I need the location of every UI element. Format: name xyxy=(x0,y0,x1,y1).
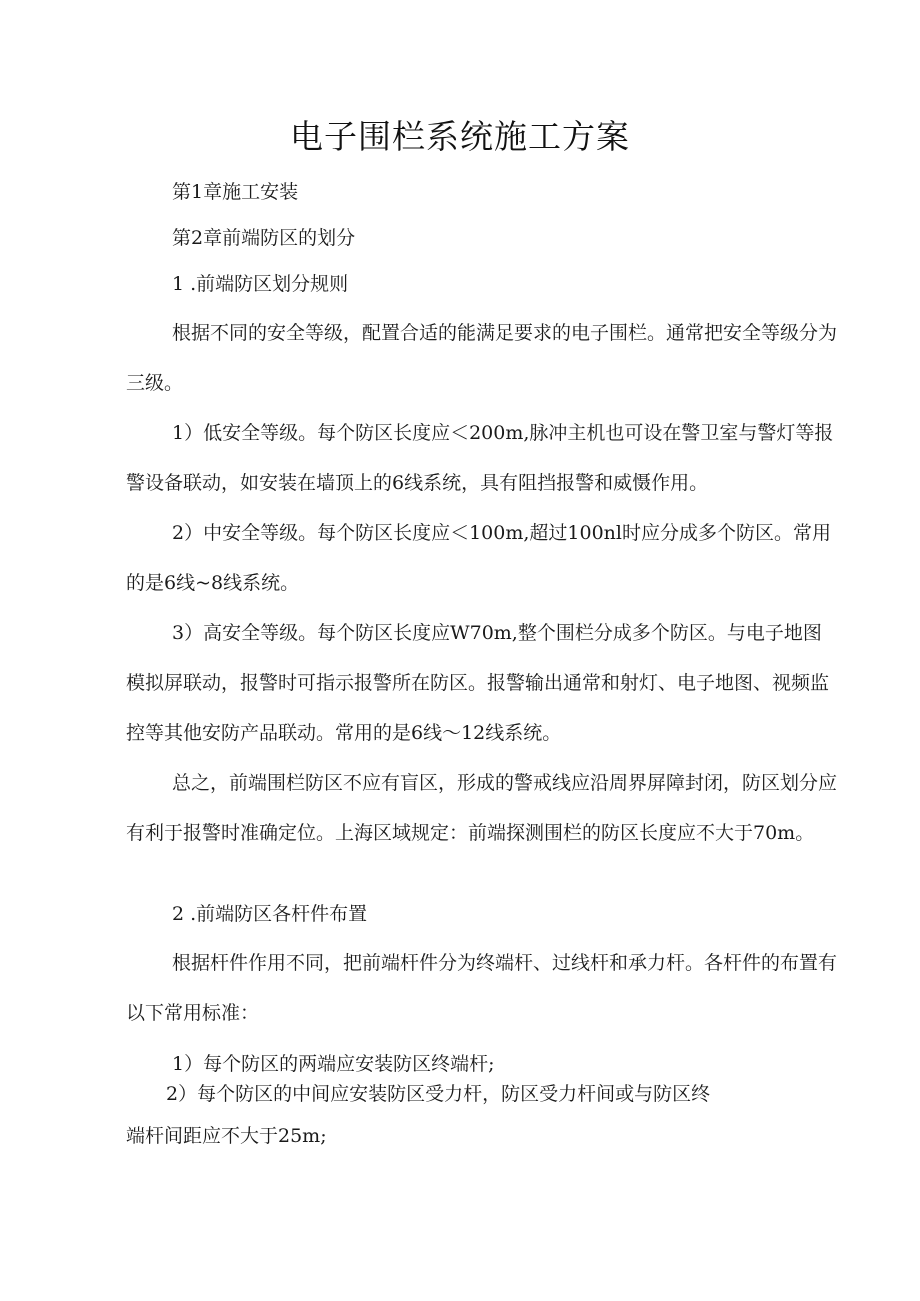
section-2-heading: 2 .前端防区各杆件布置 xyxy=(172,903,368,925)
body-text xyxy=(126,308,840,858)
mid-level-paragraph: 2）中安全等级。每个防区长度应＜100m,超过100nl时应分成多个防区。常用的是6线~8线系统。 xyxy=(126,522,831,594)
section-2-body xyxy=(126,938,840,1038)
section-1-heading: 1 .前端防区划分规则 xyxy=(172,273,349,295)
low-level-paragraph: 1）低安全等级。每个防区长度应＜200m,脉冲主机也可设在警卫室与警灯等报警设备联动，如安装在墙顶上的6线系统，具有阻挡报警和威慑作用。 xyxy=(126,422,834,494)
chapter-2-heading: 第2章前端防区的划分 xyxy=(172,227,356,249)
high-level-paragraph: 3）高安全等级。每个防区长度应W70m,整个围栏分成多个防区。与电子地图模拟屏联动，报警时可指示报警所在防区。报警输出通常和射灯、电子地图、视频监控等其他安防产品联动。常用的是6线～12线系统。 xyxy=(126,622,830,744)
chapter-1-heading: 第1章施工安装 xyxy=(172,181,299,203)
rule-1-text: 1）每个防区的两端应安装防区终端杆; xyxy=(172,1053,495,1075)
document-title: 电子围栏系统施工方案 xyxy=(290,117,630,156)
summary-paragraph: 总之，前端围栏防区不应有盲区，形成的警戒线应沿周界屏障封闭，防区划分应有利于报警时准确定位。上海区域规定：前端探测围栏的防区长度应不大于70m。 xyxy=(126,772,838,844)
section-1-intro-paragraph: 根据不同的安全等级，配置合适的能满足要求的电子围栏。通常把安全等级分为三级。 xyxy=(126,322,838,394)
rule-2-line-1: 2）每个防区的中间应安装防区受力杆，防区受力杆间或与防区终 xyxy=(166,1083,711,1105)
section-2-intro-paragraph: 根据杆件作用不同，把前端杆件分为终端杆、过线杆和承力杆。各杆件的布置有以下常用标准： xyxy=(126,952,838,1024)
rule-2-line-2: 端杆间距应不大于25m; xyxy=(126,1125,327,1147)
